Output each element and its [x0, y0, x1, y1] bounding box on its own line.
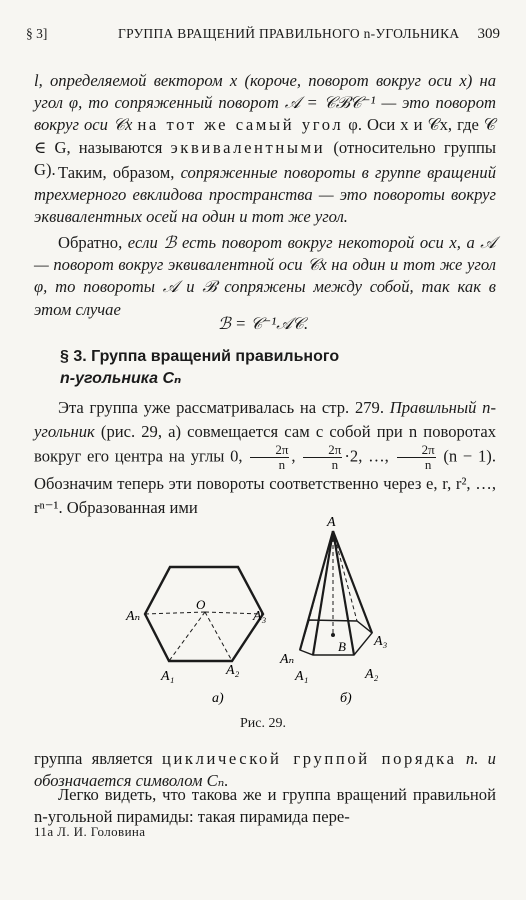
fraction-numerator: 2π [250, 443, 289, 458]
running-header [26, 26, 500, 48]
p4-text-a: Эта группа уже рассматривалась на стр. 279. [58, 398, 390, 417]
p1-text-a: l, определяемой вектором x (короче, поворот вокруг оси x) на угол φ, то сопряженный поворот 𝒜 = 𝒞ℬ𝒞⁻¹ — это поворот вокруг оси 𝒞x [34, 71, 496, 135]
hex-label-a1: A₁ [161, 669, 175, 684]
fraction-denominator: n [331, 457, 339, 472]
header-section: § 3] [26, 26, 48, 41]
pyr-label-b: B [338, 639, 346, 654]
hex-label-a3: A₃ [253, 609, 267, 624]
page-number: 309 [477, 26, 500, 42]
fraction-denominator: n [278, 457, 286, 472]
hex-radius-a2 [205, 612, 232, 661]
footer-signature: 11а Л. И. Головина [34, 824, 146, 839]
section-heading [60, 346, 480, 390]
fraction-denominator: n [424, 457, 432, 472]
p3-text-a: Обратно, [58, 233, 128, 252]
pyr-label-an: Aₙ [280, 652, 295, 667]
paragraph-converse [34, 232, 496, 321]
fraction-2pi-n-2 [303, 443, 342, 472]
p3-italic: если ℬ есть поворот вокруг некоторой оси x, а 𝒜 — поворот вокруг эквивалентной оси 𝒞x на один и тот же угол φ, то повороты 𝒜 и ℬ сопряжены между собой, так как в этом случае [34, 233, 496, 319]
fraction-2pi-n-1 [250, 443, 289, 472]
hex-label-an: Aₙ [126, 609, 141, 624]
section-heading-line1: § 3. Группа вращений правильного [60, 348, 340, 365]
section-heading-line2: n-угольника Cₙ [60, 370, 182, 387]
pyramid-edge-a3 [333, 531, 372, 633]
hex-radius-an [145, 612, 205, 614]
paragraph-pyramid: Легко видеть, что такова же и группа вращений правильной n-угольной пирамиды: такая пирамида пере- [34, 785, 496, 827]
paragraph-cyclic-group-intro [34, 396, 496, 519]
p4-text-b: (рис. 29, а) совмещается сам с собой при n поворотах вокруг его центра на углы 0, [34, 421, 496, 466]
hex-radius-a1 [169, 612, 205, 661]
p1-spaced-b: эквивалентными [170, 137, 326, 157]
hex-label-o: O [196, 597, 206, 612]
p4-text-d: ·2, …, [344, 446, 389, 466]
header-running-title: ГРУППА ВРАЩЕНИЙ ПРАВИЛЬНОГО n-УГОЛЬНИКА [118, 26, 460, 41]
figure-29 [100, 516, 440, 716]
subfigure-label-b: б) [340, 691, 352, 706]
p4-text-c: , [291, 446, 296, 466]
hex-label-a2: A₂ [226, 663, 240, 678]
subfigure-label-a: а) [212, 691, 224, 706]
hexagon-figure [145, 567, 263, 661]
p5-spaced: циклической группой порядка [161, 749, 457, 768]
formula-conjugation: ℬ = 𝒞⁻¹𝒜𝒞. [217, 314, 309, 333]
p5-text-a: группа является [34, 749, 162, 768]
fraction-2pi-n-3 [397, 443, 436, 472]
figure-caption: Рис. 29. [240, 716, 286, 731]
pyramid-base [300, 620, 372, 655]
pyramid-figure [300, 531, 372, 655]
p2-text-a: Таким, образом, [58, 163, 181, 182]
pyr-label-a2: A₂ [365, 667, 379, 682]
pyramid-edge-a2 [333, 531, 354, 655]
pyr-label-apex: A [327, 516, 336, 530]
p1-spaced-a: на тот же самый угол [137, 115, 344, 135]
pyr-label-a1: A₁ [295, 669, 309, 684]
p4-italic: Правильный n-угольник [34, 398, 496, 441]
pyramid-center-point [331, 633, 335, 637]
fraction-numerator: 2π [303, 443, 342, 458]
p2-italic: сопряженные повороты в группе вращений трехмерного евклидова пространства — это повороты вокруг эквивалентных осей на один и тот же угол. [34, 163, 497, 227]
p1-text-c: (относительно группы G). [34, 137, 496, 179]
p1-text-b: φ. Оси x и 𝒞x, где 𝒞 ∈ G, называются [34, 115, 496, 157]
paragraph-conjugate-rotations [34, 162, 496, 229]
pyr-label-a3: A₃ [374, 634, 388, 649]
fraction-numerator: 2π [397, 443, 436, 458]
p5-text-b: n. и обозначается символом Cₙ. [34, 749, 496, 791]
p4-text-e: (n − 1). Обозначим теперь эти повороты соответственно через e, r, r², …, rⁿ⁻¹. Образованная ими [34, 446, 496, 517]
